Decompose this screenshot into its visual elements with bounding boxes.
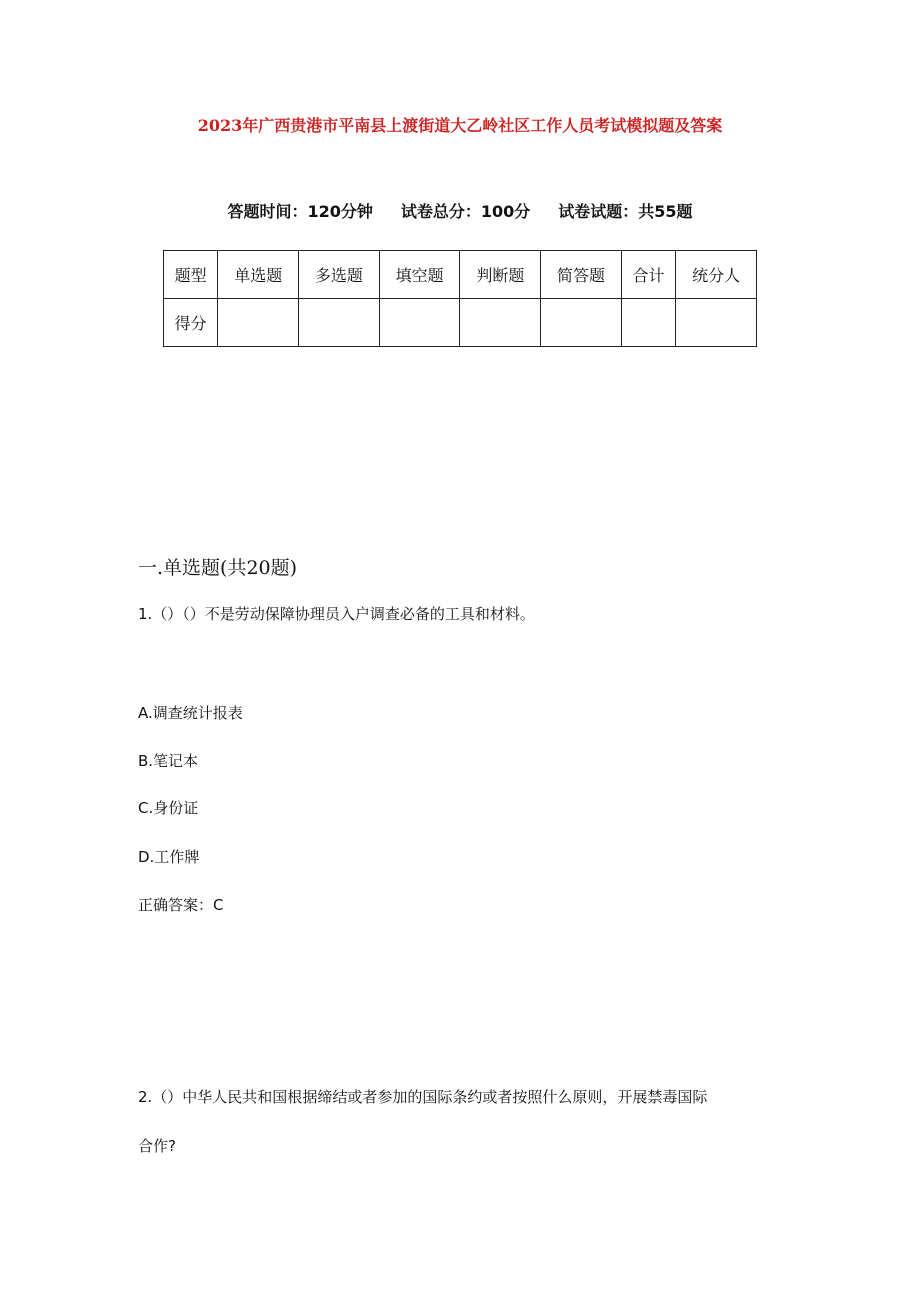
header-cell: 单选题 [218,251,299,299]
header-cell: 多选题 [299,251,380,299]
score-cell [460,299,541,347]
exam-total-score: 试卷总分：100分 [400,202,531,221]
exam-meta [0,199,920,222]
question-1-stem: 1.（）（）不是劳动保障协理员入户调查必备的工具和材料。 [138,605,535,623]
score-cell [621,299,675,347]
score-cell [218,299,299,347]
score-cell [541,299,622,347]
document-title: 2023年广西贵港市平南县上渡街道大乙岭社区工作人员考试模拟题及答案 [197,116,723,135]
question-1-answer: 正确答案：C [138,896,224,914]
score-row-label: 得分 [164,299,218,347]
score-table-header-row [164,251,757,299]
score-table [163,250,757,347]
question-1-option-d: D.工作牌 [138,848,200,866]
question-2-stem-line-2: 合作? [138,1137,176,1155]
header-cell: 填空题 [379,251,460,299]
score-table-score-row [164,299,757,347]
exam-time: 答题时间：120分钟 [227,202,373,221]
score-cell [676,299,757,347]
question-1-option-b: B.笔记本 [138,752,199,770]
question-1-option-c: C.身份证 [138,799,199,817]
score-cell [379,299,460,347]
exam-question-count: 试卷试题：共55题 [558,202,693,221]
question-2-stem-line-1: 2.（）中华人民共和国根据缔结或者参加的国际条约或者按照什么原则，开展禁毒国际 [138,1088,708,1106]
header-cell: 题型 [164,251,218,299]
section-heading: 一.单选题(共20题) [138,557,298,579]
score-cell [299,299,380,347]
question-1-option-a: A.调查统计报表 [138,704,243,722]
header-cell: 简答题 [541,251,622,299]
header-cell: 判断题 [460,251,541,299]
header-cell: 统分人 [676,251,757,299]
header-cell: 合计 [621,251,675,299]
